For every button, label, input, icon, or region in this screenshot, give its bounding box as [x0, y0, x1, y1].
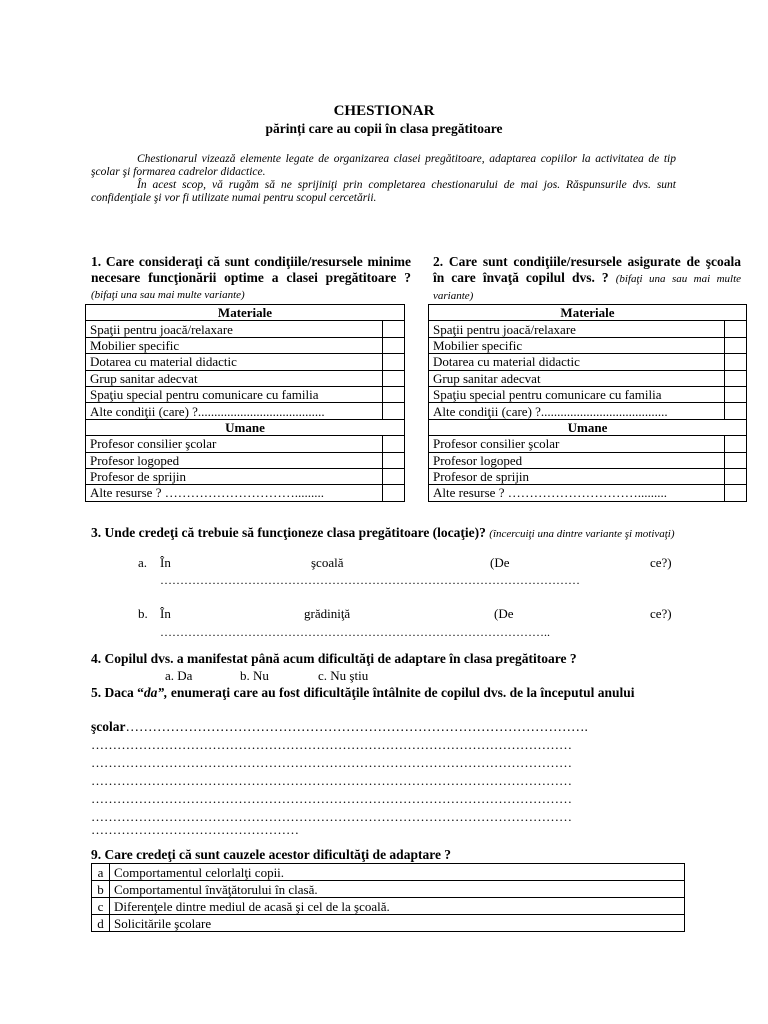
question-5: [91, 685, 686, 701]
intro-paragraph-1: Chestionarul vizează elemente legate de organizarea clasei pregătitoare, adaptarea copiilor la activitatea de tip şcolar şi formarea cadrelor didactice.: [91, 153, 676, 178]
answer-line[interactable]: …………………………………………………………………………………………………: [91, 755, 572, 770]
checkbox[interactable]: [383, 403, 405, 419]
question-9-text: 9. Care credeţi că sunt cauzele acestor dificultăţi de adaptare ?: [91, 847, 452, 862]
table-row: [86, 403, 405, 419]
option-label: Mobilier specific: [86, 337, 383, 353]
umane-header: Umane: [86, 419, 405, 435]
question-1-note: (bifaţi una sau mai multe variante): [91, 289, 245, 301]
option-label: Profesor consilier şcolar: [86, 436, 383, 452]
option-letter: a.: [138, 555, 148, 570]
option-label: Alte condiţii (care) ?.......................................: [429, 403, 725, 419]
question-1-resources-table: [85, 304, 405, 502]
checkbox[interactable]: [383, 386, 405, 402]
option-label: Alte resurse ? ………………………….........: [429, 485, 725, 501]
option-word: (De: [494, 606, 514, 621]
materiale-header: Materiale: [86, 305, 405, 321]
option-letter: b.: [138, 606, 148, 621]
table-row: [86, 321, 405, 337]
answer-line[interactable]: …………………………………………………………………………………………………: [91, 791, 572, 806]
checkbox[interactable]: [725, 452, 747, 468]
option-word: În: [160, 606, 171, 621]
checkbox[interactable]: [725, 403, 747, 419]
checkbox[interactable]: [725, 337, 747, 353]
checkbox[interactable]: [725, 468, 747, 484]
answer-line[interactable]: ……………………………………………………………………………………..: [160, 625, 550, 639]
answer-line[interactable]: …………………………………………………………………………………………………: [91, 737, 572, 752]
table-row: [429, 337, 747, 353]
option-label: Alte resurse ? ………………………….........: [86, 485, 383, 501]
table-row: [86, 370, 405, 386]
table-row[interactable]: [92, 864, 685, 881]
answer-line[interactable]: ………………………………………………………………………………………….: [125, 719, 588, 734]
table-row: [86, 485, 405, 501]
checkbox[interactable]: [383, 468, 405, 484]
table-row: [86, 337, 405, 353]
question-1-text: 1. Care consideraţi că sunt condiţiile/resursele minime necesare funcţionării optime a clasei pregătitoare ?: [91, 254, 411, 285]
question-2-resources-table: [428, 304, 747, 502]
question-9-causes-table: [91, 863, 685, 932]
option-label: Profesor de sprijin: [429, 468, 725, 484]
option-word: grădiniţă: [304, 606, 351, 621]
row-text: Solicitările şcolare: [110, 915, 685, 932]
option-word: În: [160, 555, 171, 570]
question-2-note: (bifaţi una sau mai multe variante): [433, 273, 742, 302]
option-label: Alte condiţii (care) ?.......................................: [86, 403, 383, 419]
option-label: Dotarea cu material didactic: [429, 354, 725, 370]
table-row: [429, 452, 747, 468]
row-letter: a: [92, 864, 110, 881]
page-title: CHESTIONAR: [333, 103, 435, 119]
question-5-rest: enumeraţi care au fost dificultăţile întâlnite de copilul dvs. de la începutul anului: [167, 685, 635, 700]
table-row[interactable]: [92, 898, 685, 915]
table-row: [429, 354, 747, 370]
question-3-text: 3. Unde credeţi că trebuie să funcţioneze clasa pregătitoare (locaţie)?: [91, 525, 486, 540]
checkbox[interactable]: [725, 354, 747, 370]
row-text: Comportamentul învăţătorului în clasă.: [110, 881, 685, 898]
answer-line[interactable]: ……………………………………………………………………………………………: [160, 573, 580, 587]
option-word: (De: [490, 555, 510, 570]
row-letter: c: [92, 898, 110, 915]
umane-header: Umane: [429, 419, 747, 435]
option-label: Spaţiu special pentru comunicare cu familia: [86, 386, 383, 402]
question-4-text: 4. Copilul dvs. a manifestat până acum dificultăţi de adaptare în clasa pregătitoare ?: [91, 651, 577, 666]
table-row: [429, 468, 747, 484]
option-label: Profesor logoped: [429, 452, 725, 468]
option-word: ce?): [650, 606, 672, 621]
checkbox[interactable]: [383, 337, 405, 353]
checkbox[interactable]: [383, 452, 405, 468]
question-1: [91, 254, 411, 303]
row-text: Comportamentul celorlalţi copii.: [110, 864, 685, 881]
checkbox[interactable]: [383, 485, 405, 501]
table-row: [429, 436, 747, 452]
row-text: Diferenţele dintre mediul de acasă şi cel de la şcoală.: [110, 898, 685, 915]
table-row[interactable]: [92, 915, 685, 932]
answer-line[interactable]: …………………………………………………………………………………………………: [91, 773, 572, 788]
question-5-scolar-line: [91, 719, 691, 735]
checkbox[interactable]: [383, 354, 405, 370]
option-label: Grup sanitar adecvat: [429, 370, 725, 386]
table-row[interactable]: [92, 881, 685, 898]
answer-line[interactable]: …………………………………………………………………………………………………: [91, 809, 572, 824]
row-letter: d: [92, 915, 110, 932]
question-4-option-c[interactable]: c. Nu ştiu: [318, 668, 369, 683]
question-5-da: da”,: [143, 685, 168, 700]
page-subtitle: părinți care au copii în clasa pregătitoare: [265, 121, 503, 136]
table-row: [429, 370, 747, 386]
option-label: Spaţiu special pentru comunicare cu familia: [429, 386, 725, 402]
row-letter: b: [92, 881, 110, 898]
option-label: Spaţii pentru joacă/relaxare: [86, 321, 383, 337]
checkbox[interactable]: [383, 436, 405, 452]
materiale-header: Materiale: [429, 305, 747, 321]
checkbox[interactable]: [725, 436, 747, 452]
checkbox[interactable]: [725, 370, 747, 386]
option-label: Grup sanitar adecvat: [86, 370, 383, 386]
table-row: [86, 436, 405, 452]
table-row: [429, 403, 747, 419]
option-word: ce?): [650, 555, 672, 570]
table-row: [429, 485, 747, 501]
checkbox[interactable]: [383, 370, 405, 386]
table-row: [86, 468, 405, 484]
question-4-option-b[interactable]: b. Nu: [240, 668, 269, 683]
table-row: [429, 386, 747, 402]
table-row: [429, 321, 747, 337]
answer-line[interactable]: …………………………………………: [91, 822, 299, 837]
question-5-scolar: şcolar: [91, 719, 126, 734]
question-3-note: (încercuiţi una dintre variante şi motivaţi): [489, 528, 675, 540]
question-5-prefix: 5. Daca “: [91, 685, 144, 700]
option-word: şcoală: [311, 555, 344, 570]
intro-paragraph-2: În acest scop, vă rugăm să ne sprijiniţi prin completarea chestionarului de mai jos. Răspunsurile dvs. sunt confidenţiale şi vor fi utilizate numai pentru scopul cercetării.: [91, 179, 676, 204]
option-label: Dotarea cu material didactic: [86, 354, 383, 370]
table-row: [86, 452, 405, 468]
question-3: [91, 525, 691, 542]
option-label: Profesor consilier şcolar: [429, 436, 725, 452]
checkbox[interactable]: [725, 386, 747, 402]
question-2-text: 2. Care sunt condiţiile/resursele asigurate de şcoala în care învaţă copilul dvs. ?: [433, 254, 741, 285]
checkbox[interactable]: [725, 485, 747, 501]
question-4-option-a[interactable]: a. Da: [165, 668, 193, 683]
option-label: Profesor de sprijin: [86, 468, 383, 484]
question-2: [433, 254, 741, 304]
checkbox[interactable]: [725, 321, 747, 337]
option-label: Mobilier specific: [429, 337, 725, 353]
option-label: Profesor logoped: [86, 452, 383, 468]
table-row: [86, 354, 405, 370]
checkbox[interactable]: [383, 321, 405, 337]
option-label: Spaţii pentru joacă/relaxare: [429, 321, 725, 337]
table-row: [86, 386, 405, 402]
